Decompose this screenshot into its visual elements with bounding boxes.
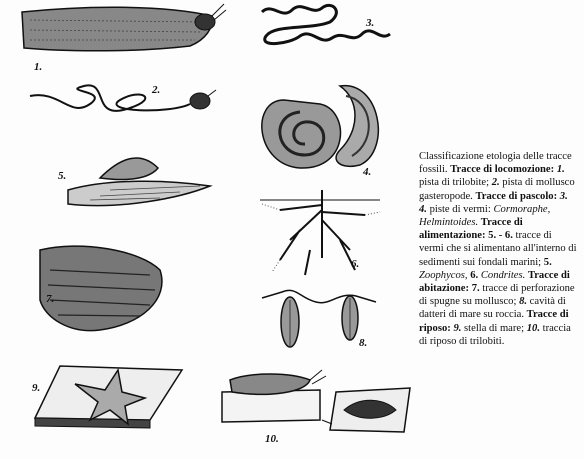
caption-ref-3-4: 3. 4. bbox=[419, 190, 568, 215]
bored-shell-drawing bbox=[40, 246, 162, 331]
caption-ref-2: 2. bbox=[491, 177, 500, 189]
caption-species-6: Condrites. bbox=[480, 269, 526, 281]
figure-label-9: 9. bbox=[32, 382, 41, 394]
locomotion-heading: Tracce di locomozione: bbox=[450, 164, 555, 176]
trilobite-resting-trace-drawing bbox=[222, 370, 410, 432]
caption-ref-1: 1. bbox=[556, 164, 565, 176]
caption-species-3-4: Cormoraphe, Helmintoides. bbox=[419, 203, 551, 229]
caption-text-9: stella di mare; bbox=[464, 322, 525, 334]
caption-intro: Classificazione etologia delle tracce fossili. bbox=[419, 151, 572, 176]
figure-label-6: 6. bbox=[351, 258, 360, 270]
gastropod-track-drawing bbox=[30, 85, 216, 110]
figure-label-2: 2. bbox=[152, 84, 161, 96]
caption-text-10: traccia di riposo di trilobiti. bbox=[419, 322, 571, 347]
condrites-drawing bbox=[260, 190, 380, 275]
figure-label-1: 1. bbox=[34, 61, 43, 73]
figure-label-5: 5. bbox=[58, 170, 67, 182]
caption-text-7: tracce di perforazione di spugne su mollusco; bbox=[419, 283, 575, 308]
figure-label-4: 4. bbox=[363, 166, 372, 178]
caption-text-2: pista di mollusco gasteropode. bbox=[419, 177, 575, 202]
grazing-heading: Tracce di pascolo: bbox=[475, 190, 558, 202]
caption-ref-5-6: 5. - 6. bbox=[488, 230, 513, 242]
caption-text-5-6: tracce di vermi che si alimentano all'interno di sedimenti sui fondali marini; bbox=[419, 230, 577, 268]
figure-label-3: 3. bbox=[366, 17, 375, 29]
caption-text-8: cavità di datteri di mare su roccia. bbox=[419, 296, 566, 321]
caption-ref-9: 9. bbox=[453, 322, 462, 334]
caption-ref-6: 6. bbox=[470, 269, 479, 281]
caption-ref-10: 10. bbox=[526, 322, 540, 334]
starfish-trace-drawing bbox=[35, 366, 182, 428]
spiral-trace-drawing bbox=[262, 86, 378, 168]
trilobite-track-drawing bbox=[22, 4, 226, 51]
caption-text-3-4: piste di vermi: bbox=[429, 203, 491, 215]
figure-caption bbox=[419, 150, 577, 348]
caption-species-5: Zoophycos, bbox=[419, 269, 468, 281]
caption-ref-8: 8. bbox=[519, 296, 528, 308]
resting-heading: Tracce di riposo: bbox=[419, 309, 569, 334]
figure-label-8: 8. bbox=[359, 337, 368, 349]
figure-label-7: 7. bbox=[46, 293, 55, 305]
caption-text-1: pista di trilobite; bbox=[419, 177, 490, 189]
dwelling-heading: Tracce di abitazione: bbox=[419, 269, 570, 295]
zoophycos-drawing bbox=[68, 158, 210, 206]
caption-ref-7: 7. bbox=[471, 283, 480, 295]
caption-ref-5: 5. bbox=[543, 256, 552, 268]
figure-label-10: 10. bbox=[265, 433, 279, 445]
feeding-heading: Tracce di alimentazione: bbox=[419, 217, 523, 242]
